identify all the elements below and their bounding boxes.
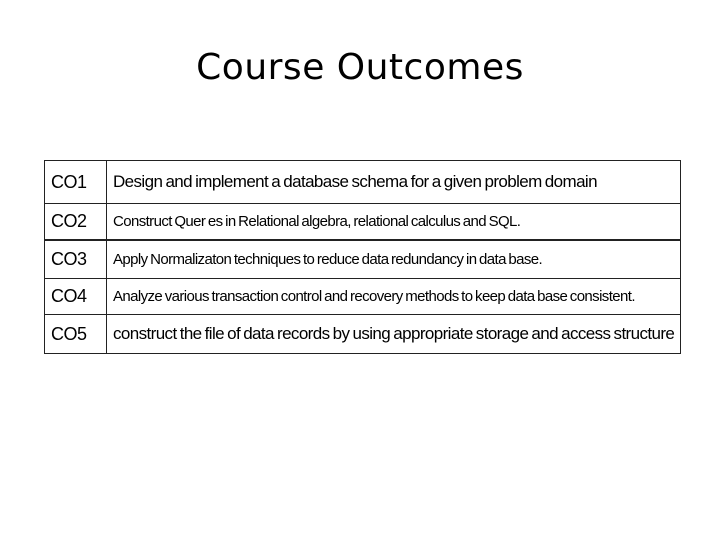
outcome-code: CO2 xyxy=(45,204,107,241)
outcome-description: Design and implement a database schema for a given problem domain xyxy=(107,161,681,204)
outcome-description: Analyze various transaction control and recovery methods to keep data base consistent. xyxy=(107,279,681,315)
slide-title: Course Outcomes xyxy=(196,47,524,88)
table-row xyxy=(45,204,681,241)
table-row xyxy=(45,240,681,279)
table-row xyxy=(45,161,681,204)
table-row xyxy=(45,315,681,354)
course-outcomes-table xyxy=(44,160,681,354)
table-row xyxy=(45,279,681,315)
outcome-description: construct the file of data records by using appropriate storage and access structure xyxy=(107,315,681,354)
outcome-code: CO5 xyxy=(45,315,107,354)
outcome-description: Apply Normalizaton techniques to reduce data redundancy in data base. xyxy=(107,240,681,279)
outcome-code: CO1 xyxy=(45,161,107,204)
outcome-code: CO4 xyxy=(45,279,107,315)
outcome-code: CO3 xyxy=(45,240,107,279)
outcome-description: Construct Quer es in Relational algebra, relational calculus and SQL. xyxy=(107,204,681,241)
